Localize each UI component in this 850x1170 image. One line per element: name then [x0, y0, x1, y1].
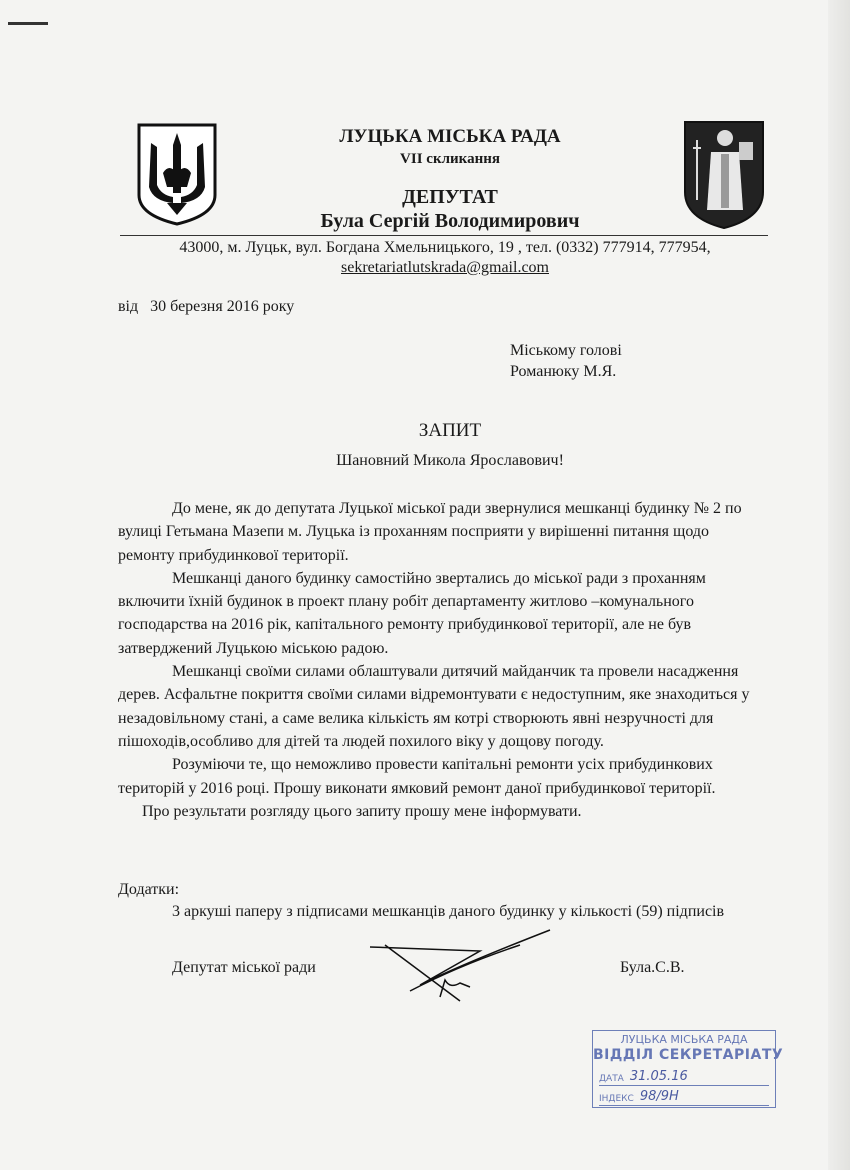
deputy-name: Була Сергій Володимирович — [320, 210, 580, 232]
paragraph: Про результати розгляду цього запиту прошу мене інформувати. — [142, 802, 582, 820]
paragraph: Мешканці даного будинку самостійно звертались до міської ради з проханням включити їхній будинок в проект плану робіт департаменту житлово –комунального господарства на 2016 рік, капітального ремонту прибудинкової території, але не був затверджений Луцькою міською радою. — [118, 569, 706, 657]
signatory-name: Була.С.В. — [620, 959, 685, 976]
greeting: Шановний Микола Ярославович! — [336, 452, 564, 469]
annex-label: Додатки: — [118, 881, 180, 898]
position-title: ДЕПУТАТ — [402, 186, 498, 208]
stamp-line2: ВІДДІЛ СЕКРЕТАРІАТУ — [593, 1047, 784, 1063]
convocation: VII скликання — [400, 151, 500, 167]
handwritten-signature — [340, 925, 580, 1005]
signatory-role: Депутат міської ради — [172, 959, 316, 976]
addressee-title: Міському голові — [510, 342, 622, 359]
paragraph: Мешканці своїми силами облаштували дитячий майданчик та провели насадження дерев. Асфальтне покриття своїми силами відремонтувати є недоступним, яке знаходиться у незадовільному стані, а саме велика кількість ям котрі створюють явні незручності для пішоходів,особливо для дітей та людей похилого віку у дощову погоду. — [118, 663, 750, 750]
contact-email[interactable]: sekretariatlutskrada@gmail.com — [341, 259, 549, 276]
addressee-name: Романюку М.Я. — [510, 363, 617, 380]
stamp-date-value: 31.05.16 — [629, 1069, 688, 1084]
addressee — [510, 340, 622, 382]
stamp-index-row — [599, 1087, 769, 1106]
contact-address: 43000, м. Луцьк, вул. Богдана Хмельницького, 19 , тел. (0332) 777914, 777954, — [179, 239, 711, 256]
stamp-index-value: 98/9Н — [639, 1089, 679, 1104]
stamp-date-row — [599, 1067, 769, 1086]
document-date: від 30 березня 2016 року — [118, 298, 295, 315]
council-name: ЛУЦЬКА МІСЬКА РАДА — [339, 126, 561, 147]
ukraine-trident-icon — [137, 123, 217, 226]
registration-stamp — [592, 1030, 784, 1108]
paragraph: До мене, як до депутата Луцької міської ради звернулися мешканці будинку № 2 по вулиці Гетьмана Мазепи м. Луцька із проханням посприяти у вирішенні питання щодо ремонту прибудинкової території. — [118, 500, 742, 564]
annex-item: 3 аркуші паперу з підписами мешканців даного будинку у кількості (59) підписів — [172, 903, 725, 920]
stamp-line1: ЛУЦЬКА МІСЬКА РАДА — [620, 1033, 748, 1046]
document-title: ЗАПИТ — [418, 420, 482, 441]
letter-body — [118, 497, 768, 823]
scan-edge — [828, 0, 850, 1170]
stamp-date-label: ДАТА — [599, 1074, 624, 1084]
paragraph: Розуміючи те, що неможливо провести капітальні ремонти усіх прибудинкових територій у 2016 році. Прошу виконати ямковий ремонт даної прибудинкової території. — [118, 756, 716, 797]
contact-email-line — [120, 258, 770, 277]
header-divider — [120, 235, 768, 236]
stamp-index-label: ІНДЕКС — [599, 1094, 634, 1104]
scan-mark — [8, 22, 48, 25]
lutsk-coat-of-arms-icon — [683, 120, 765, 230]
